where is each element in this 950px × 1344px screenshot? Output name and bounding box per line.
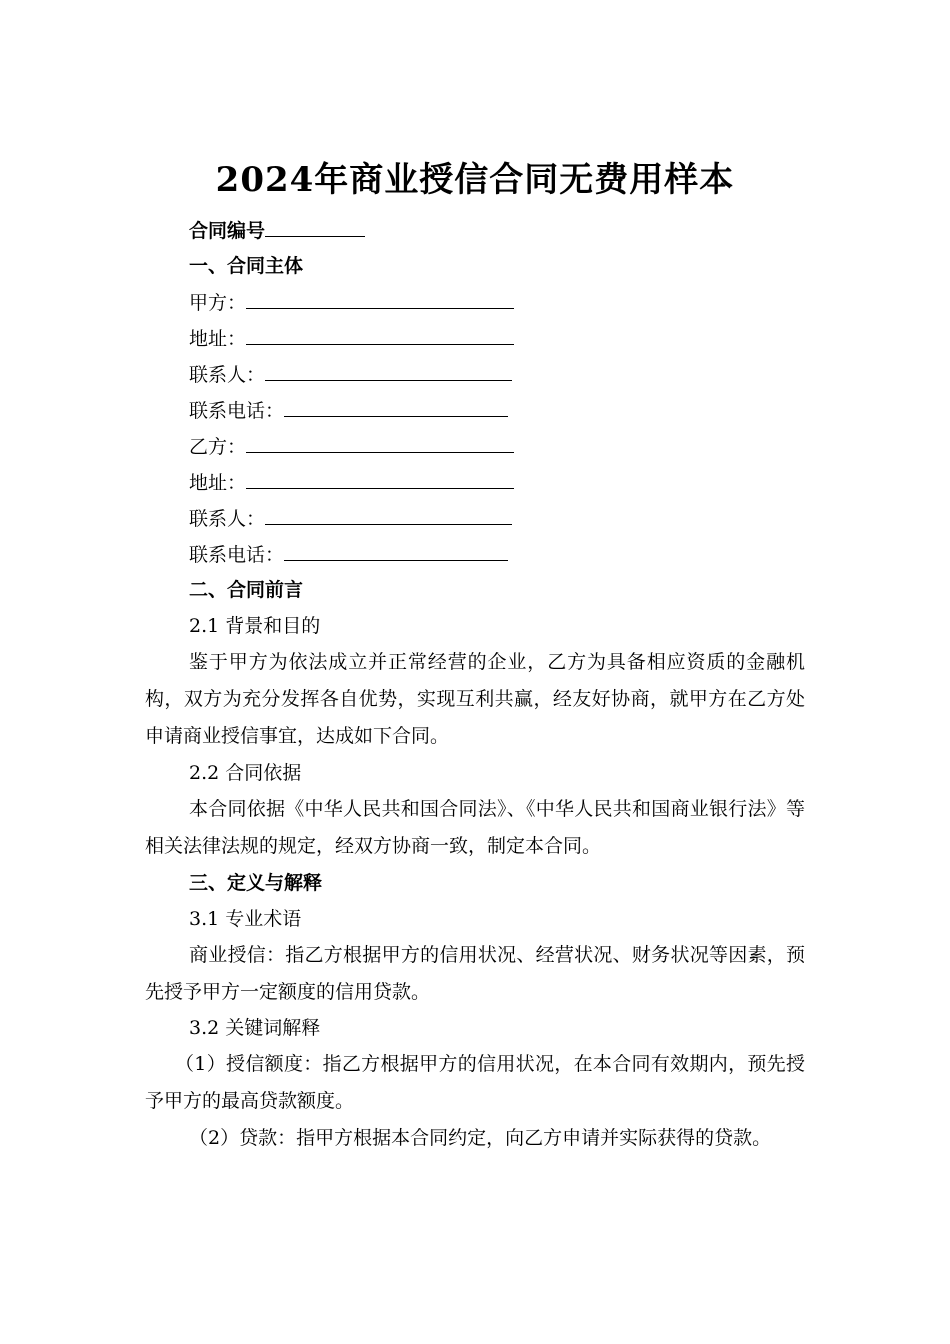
party-a-address-label: 地址： [189, 328, 247, 350]
party-a-phone-line [189, 398, 508, 423]
party-a-contact-label: 联系人： [189, 364, 266, 386]
party-b-contact-line [189, 506, 512, 531]
contract-number-blank[interactable] [265, 218, 365, 237]
subheading-2-2: 2.2 合同依据 [189, 762, 302, 784]
party-b-address-line [189, 470, 514, 495]
party-b-phone-line [189, 542, 508, 567]
party-a-blank[interactable] [246, 290, 514, 309]
contract-number-line [189, 218, 365, 243]
paragraph-3-2-item-2: （2）贷款：指甲方根据本合同约定，向乙方申请并实际获得的贷款。 [189, 1127, 772, 1149]
party-b-blank[interactable] [246, 434, 514, 453]
party-b-address-blank[interactable] [246, 470, 514, 489]
party-a-address-line [189, 326, 514, 351]
paragraph-2-1: 鉴于甲方为依法成立并正常经营的企业，乙方为具备相应资质的金融机构，双方为充分发挥各自优势，实现互利共赢，经友好协商，就甲方在乙方处申请商业授信事宜，达成如下合同。 [145, 651, 805, 747]
section-heading-3: 三、定义与解释 [189, 872, 323, 894]
party-a-phone-label: 联系电话： [189, 400, 285, 422]
party-a-address-blank[interactable] [246, 326, 514, 345]
paragraph-3-1: 商业授信：指乙方根据甲方的信用状况、经营状况、财务状况等因素，预先授予甲方一定额度的信用贷款。 [145, 944, 805, 1003]
party-b-contact-blank[interactable] [265, 506, 512, 525]
party-b-label: 乙方： [189, 436, 247, 458]
party-b-contact-label: 联系人： [189, 508, 266, 530]
subheading-3-1: 3.1 专业术语 [189, 908, 302, 930]
subheading-3-2: 3.2 关键词解释 [189, 1017, 321, 1039]
party-a-contact-blank[interactable] [265, 362, 512, 381]
party-b-address-label: 地址： [189, 472, 247, 494]
party-b-phone-blank[interactable] [284, 542, 508, 561]
party-a-contact-line [189, 362, 512, 387]
subheading-2-1: 2.1 背景和目的 [189, 615, 321, 637]
paragraph-2-2: 本合同依据《中华人民共和国合同法》、《中华人民共和国商业银行法》等相关法律法规的规定，经双方协商一致，制定本合同。 [145, 798, 805, 857]
party-b-line [189, 434, 514, 459]
section-heading-2: 二、合同前言 [189, 579, 304, 601]
paragraph-3-2-item-1: （1）授信额度：指乙方根据甲方的信用状况，在本合同有效期内，预先授予甲方的最高贷款额度。 [145, 1053, 805, 1112]
party-a-line [189, 290, 514, 315]
contract-number-label: 合同编号 [189, 220, 266, 242]
party-a-phone-blank[interactable] [284, 398, 508, 417]
party-a-label: 甲方： [189, 292, 247, 314]
document-title: 2024年商业授信合同无费用样本 [215, 160, 735, 200]
party-b-phone-label: 联系电话： [189, 544, 285, 566]
section-heading-1: 一、合同主体 [189, 255, 304, 277]
